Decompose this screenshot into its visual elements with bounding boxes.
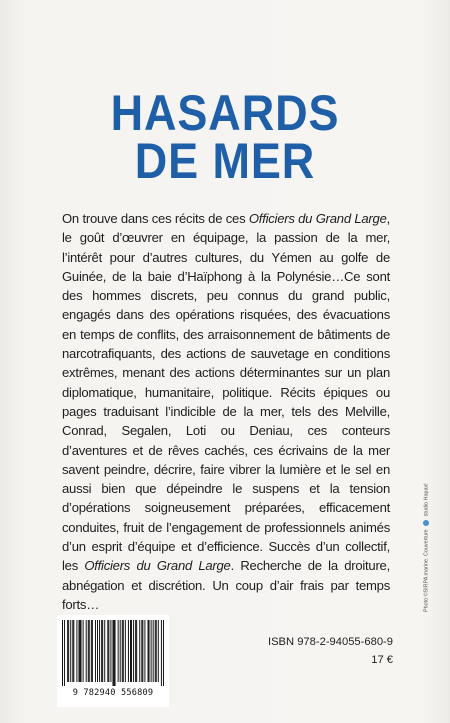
barcode-bar [89,620,90,682]
barcode-bar [158,620,159,682]
barcode-bar [99,620,100,682]
barcode-bar [122,620,123,682]
blurb-emphasis-2: Officiers du Grand Large [84,558,231,574]
barcode-bar [76,620,77,682]
barcode-bar [86,620,87,682]
barcode-bar [161,620,162,686]
barcode-bar [80,620,81,682]
barcode-bar [83,620,84,682]
barcode-bar [136,620,137,682]
blurb-emphasis-1: Officiers du Grand Large [248,211,387,226]
barcode-bar [135,620,136,682]
barcode-bar [114,620,115,686]
photo-credit-text: Photo ©SIRPA marine. Couverture [423,529,430,612]
studio-logo-icon [423,520,429,526]
barcode-bar [141,620,142,682]
barcode-bar [151,620,152,682]
barcode-bar [92,620,93,682]
barcode-bar [73,620,74,682]
barcode-bar [153,620,154,682]
blurb-text-1: On trouve dans ces récits de ces [62,211,249,226]
barcode-bar [108,620,109,682]
barcode-bar [97,620,98,682]
barcode-bars-icon [62,620,164,686]
barcode-bar [118,620,119,682]
barcode-bar [163,620,164,686]
barcode-bar [148,620,149,682]
blurb-text-2: , le goût d’œuvrer en équipage, la passion de la mer, l’intérêt pour d’autres cultures, du Yémen au golfe de Guinée, de la baie d’Haïphong à la Polynésie…Ce sont des hommes discrets, peu connus du grand public, engagés dans des opérations risquées, des évacuations en temps de conflits, des arraisonnement de bâtiments de narcotrafiquants, des actions de sauvetage en conditions extrêmes, menant des actions déterminantes sur un plan diplomatique, humanitaire, politique. Récits épiques ou pages traduisant l’indicible de la mer, tels des Melville, Conrad, Segalen, Loti ou Deniau, ces conteurs d’aventures et de rêves cachés, ces écrivains de la mer savent peindre, décrire, faire vibrer la lumière et le sel en aussi bien que dépeindre le suspens et la tension d’opérations soigneusement préparées, efficacement conduites, fruit de l’engagement de professionnels animés d’un esprit d’équipe et d’efficience. Succès d’un collectif, les [62,211,390,574]
barcode-digits: 9 782940 556809 [72,688,154,698]
barcode-bar [81,620,82,682]
barcode-bar [107,620,108,682]
barcode-bar [142,620,143,682]
barcode-bar [64,620,65,686]
isbn-number: ISBN 978-2-94055-680-9 [267,636,393,648]
book-title-line-1: HASARDS [110,85,340,141]
studio-name: studio Hapax! [423,483,430,517]
back-cover-blurb [62,209,390,614]
barcode-bar [101,620,102,682]
barcode-bar [70,620,71,682]
barcode-bar [133,620,134,682]
barcode-bar [67,620,68,682]
barcode-bar [110,620,111,682]
barcode [57,615,169,707]
book-title-line-2: DE MER [134,133,316,189]
price: 17 € [371,654,393,666]
barcode-bar [130,620,131,682]
barcode-bar [139,620,140,682]
barcode-bar [156,620,157,682]
barcode-bar [131,620,132,682]
photo-credit [423,483,429,612]
barcode-bar [112,620,113,686]
barcode-bar [104,620,105,682]
barcode-bar [91,620,92,682]
barcode-bar [78,620,79,682]
barcode-bar [125,620,126,682]
barcode-bar [72,620,73,682]
barcode-bar [62,620,63,686]
barcode-bar [102,620,103,682]
barcode-bar [144,620,145,682]
barcode-bar [115,620,116,686]
barcode-bar [68,620,69,682]
barcode-bar [123,620,124,682]
barcode-bar [120,620,121,682]
barcode-bar [149,620,150,682]
barcode-bar [88,620,89,682]
blurb-text-3: . Recherche de la droiture, abnégation et discrétion. Un coup d’air frais par temps forts… [62,558,390,612]
barcode-bar [155,620,156,682]
barcode-bar [128,620,129,682]
barcode-bar [95,620,96,682]
